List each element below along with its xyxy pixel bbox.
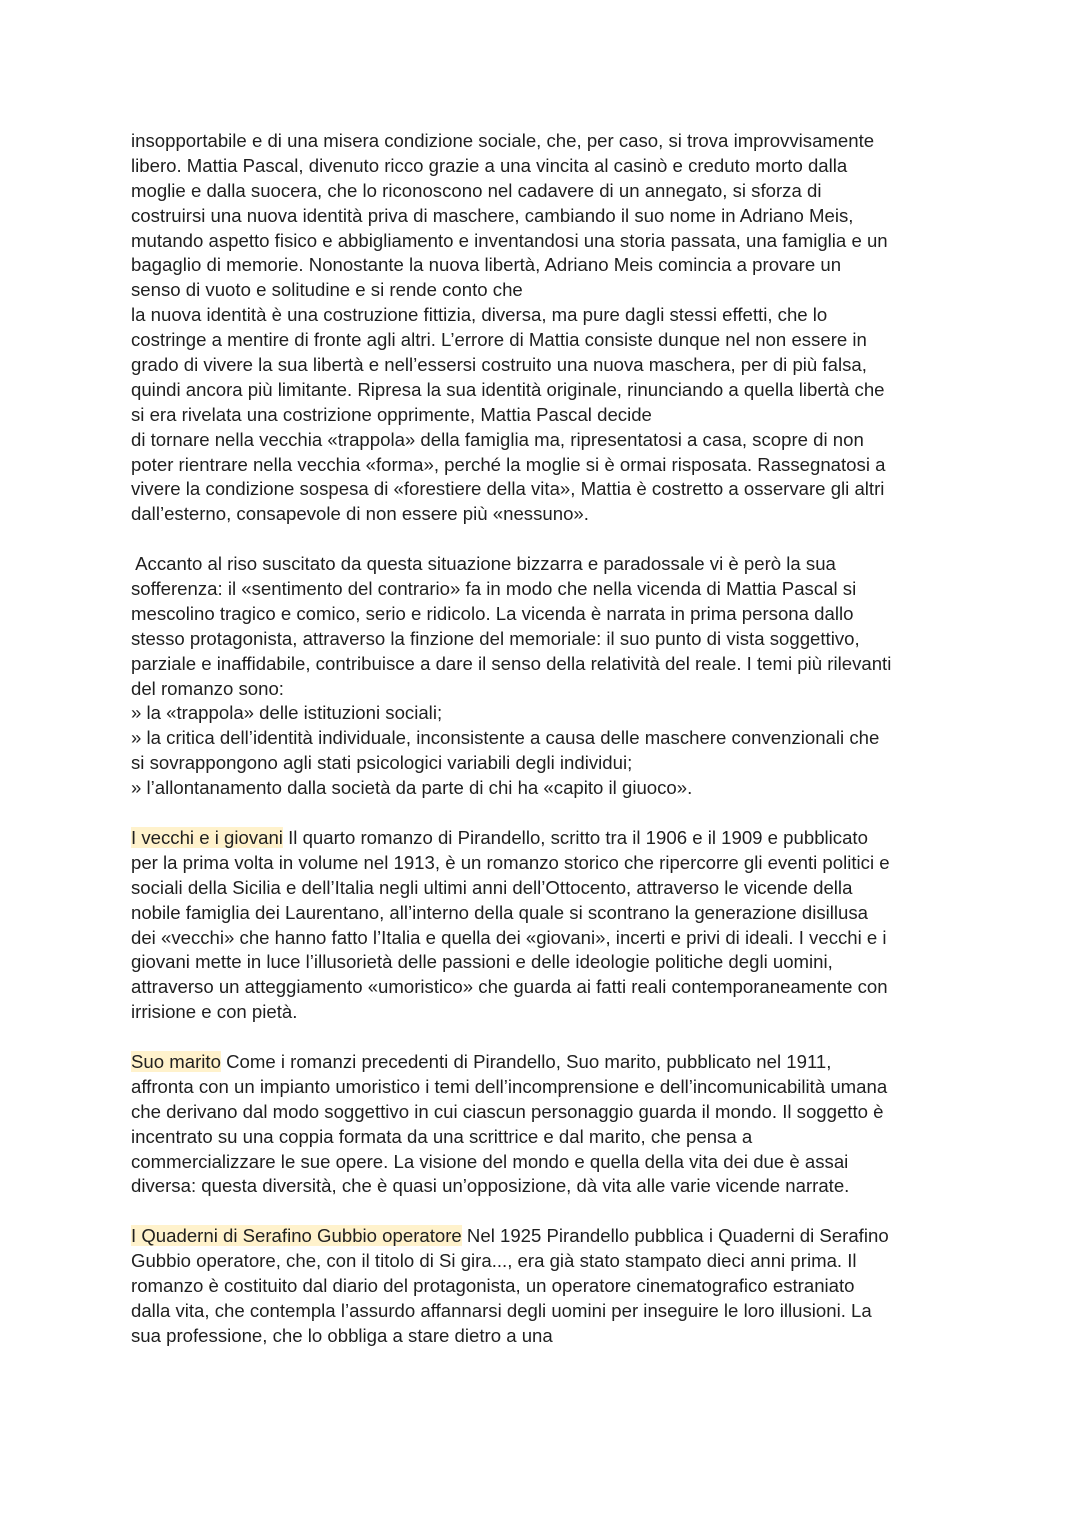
text-line <box>131 826 961 851</box>
highlighted-title: I vecchi e i giovani <box>131 826 283 848</box>
text-line: vivere la condizione sospesa di «forestiere della vita», Mattia è costretto a osservare gli altri <box>131 478 885 500</box>
text-line: moglie e dalla suocera, che lo riconoscono nel cadavere di un annegato, si sforza di <box>131 179 822 201</box>
text-fragment: Nel 1925 Pirandello pubblica i Quaderni di Serafino <box>461 1225 889 1247</box>
list-item: » la «trappola» delle istituzioni sociali; <box>131 702 443 724</box>
paragraph-mattia-pascal <box>131 129 961 527</box>
list-item: » l’allontanamento dalla società da parte di chi ha «capito il giuoco». <box>131 777 693 799</box>
text-line <box>131 1224 961 1249</box>
text-line: libero. Mattia Pascal, divenuto ricco grazie a una vincita al casinò e creduto morto dalla <box>131 154 848 176</box>
text-line: mutando aspetto fisico e abbigliamento e inventandosi una storia passata, una famiglia e un <box>131 229 888 251</box>
text-line: irrisione e con pietà. <box>131 1001 298 1023</box>
text-line: romanzo è costituito dal diario del protagonista, un operatore cinematografico estraniato <box>131 1274 855 1296</box>
section-quaderni-serafino-gubbio <box>131 1224 961 1348</box>
text-line: costringe a mentire di fronte agli altri. L’errore di Mattia consiste dunque nel non essere in <box>131 329 867 351</box>
text-line: costruirsi una nuova identità priva di maschere, cambiando il suo nome in Adriano Meis, <box>131 204 854 226</box>
text-line: giovani mette in luce l’illusorietà delle passioni e delle ideologie politiche degli uomini, <box>131 951 833 973</box>
text-line: del romanzo sono: <box>131 677 284 699</box>
text-line: senso di vuoto e solitudine e si rende conto che <box>131 279 523 301</box>
section-suo-marito <box>131 1050 961 1199</box>
paragraph-spacer <box>131 527 961 552</box>
text-line: diversa: questa diversità, che è quasi un’opposizione, dà vita alle varie vicende narrate. <box>131 1175 850 1197</box>
text-line: grado di vivere la sua libertà e nell’essersi costruito una nuova maschera, per di più falsa, <box>131 354 867 376</box>
text-line: che derivano dal modo soggettivo in cui ciascun personaggio guarda il mondo. Il soggetto è <box>131 1100 884 1122</box>
paragraph-spacer <box>131 1199 961 1224</box>
text-line: la nuova identità è una costruzione fittizia, diversa, ma pure dagli stessi effetti, che lo <box>131 304 828 326</box>
text-line: commercializzare le sue opere. La visione del mondo e quella della vita dei due è assai <box>131 1150 849 1172</box>
text-line: dall’esterno, consapevole di non essere più «nessuno». <box>131 503 589 525</box>
text-line: nobile famiglia dei Laurentano, all’interno della quale si scontrano la generazione disillusa <box>131 901 868 923</box>
text-line: incentrato su una coppia formata da una scrittrice e dal marito, che pensa a <box>131 1125 753 1147</box>
paragraph-spacer <box>131 801 961 826</box>
text-line: di tornare nella vecchia «trappola» della famiglia ma, ripresentatosi a casa, scopre di non <box>131 428 864 450</box>
list-item: » la critica dell’identità individuale, inconsistente a causa delle maschere convenzionali che <box>131 727 880 749</box>
text-line: si era rivelata una costrizione opprimente, Mattia Pascal decide <box>131 403 652 425</box>
text-line <box>131 1050 961 1075</box>
text-line: per la prima volta in volume nel 1913, è un romanzo storico che ripercorre gli eventi politici e <box>131 851 890 873</box>
text-line: quindi ancora più limitante. Ripresa la sua identità originale, rinunciando a quella libertà che <box>131 378 885 400</box>
text-fragment: Come i romanzi precedenti di Pirandello, Suo marito, pubblicato nel 1911, <box>220 1050 832 1072</box>
text-line: stesso protagonista, attraverso la finzione del memoriale: il suo punto di vista soggettivo, <box>131 627 860 649</box>
section-i-vecchi-e-i-giovani <box>131 826 961 1025</box>
paragraph-sentimento-del-contrario <box>131 552 961 801</box>
text-line: attraverso un atteggiamento «umoristico» che guarda ai fatti reali contemporaneamente con <box>131 976 888 998</box>
text-line: Accanto al riso suscitato da questa situazione bizzarra e paradossale vi è però la sua <box>131 553 836 575</box>
text-line: Gubbio operatore, che, con il titolo di Si gira..., era già stato stampato dieci anni prima. Il <box>131 1250 857 1272</box>
text-line: mescolino tragico e comico, serio e ridicolo. La vicenda è narrata in prima persona dallo <box>131 602 854 624</box>
highlighted-title: I Quaderni di Serafino Gubbio operatore <box>131 1225 462 1247</box>
document-body <box>131 129 961 1349</box>
text-line: sua professione, che lo obbliga a stare dietro a una <box>131 1324 553 1346</box>
text-line: dalla vita, che contempla l’assurdo affannarsi degli uomini per inseguire le loro illusioni. La <box>131 1299 872 1321</box>
text-line: parziale e inaffidabile, contribuisce a dare il senso della relatività del reale. I temi più rilevanti <box>131 652 892 674</box>
highlighted-title: Suo marito <box>131 1050 221 1072</box>
text-line: poter rientrare nella vecchia «forma», perché la moglie si è ormai risposata. Rassegnatosi a <box>131 453 886 475</box>
text-fragment: Il quarto romanzo di Pirandello, scritto tra il 1906 e il 1909 e pubblicato <box>282 826 868 848</box>
text-line: sofferenza: il «sentimento del contrario» fa in modo che nella vicenda di Mattia Pascal si <box>131 578 857 600</box>
text-line: insopportabile e di una misera condizione sociale, che, per caso, si trova improvvisamente <box>131 130 875 151</box>
list-item-continuation: si sovrappongono agli stati psicologici variabili degli individui; <box>131 752 633 774</box>
text-line: sociali della Sicilia e dell’Italia negli ultimi anni dell’Ottocento, attraverso le vicende della <box>131 876 853 898</box>
text-line: dei «vecchi» che hanno fatto l’Italia e quella dei «giovani», incerti e privi di ideali. I vecchi e i <box>131 926 887 948</box>
text-line: affronta con un impianto umoristico i temi dell’incomprensione e dell’incomunicabilità umana <box>131 1075 888 1097</box>
text-line: bagaglio di memorie. Nonostante la nuova libertà, Adriano Meis comincia a provare un <box>131 254 842 276</box>
paragraph-spacer <box>131 1025 961 1050</box>
